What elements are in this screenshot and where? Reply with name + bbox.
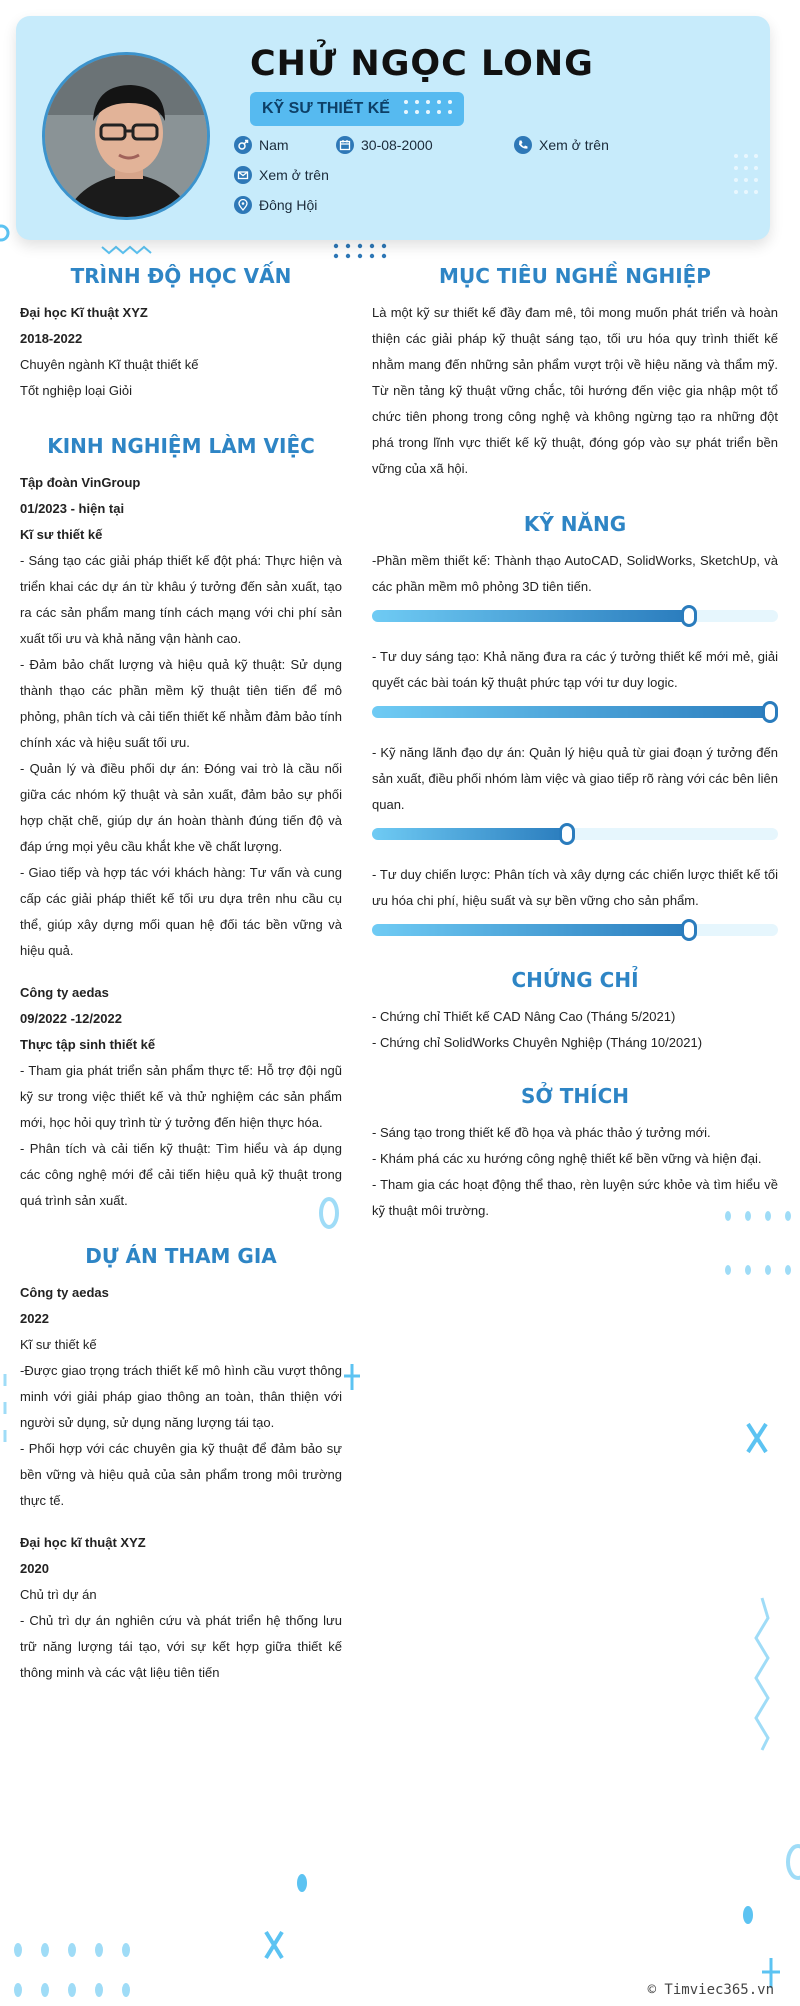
phone-value: Xem ở trên — [539, 137, 609, 153]
job-detail: - Quản lý và điều phối dự án: Đóng vai trò là cầu nối giữa các nhóm kỹ thuật và sản xuất, đảm bảo sự phối hợp chặt chẽ, giúp dự án hoàn thành đúng tiến độ và đáp ứng mọi yêu cầu khắt khe về chất lượng. — [20, 761, 342, 854]
hobby-item: - Khám phá các xu hướng công nghệ thiết kế bền vững và hiện đại. — [372, 1151, 762, 1166]
education-school: Đại học Kĩ thuật XYZ — [20, 305, 148, 320]
gender-value: Nam — [259, 137, 289, 153]
project-item — [20, 1280, 342, 1514]
email-value: Xem ở trên — [259, 167, 329, 183]
objective-title: MỤC TIÊU NGHỀ NGHIỆP — [439, 264, 711, 288]
education-grade: Tốt nghiệp loại Giỏi — [20, 383, 133, 398]
address-value: Đông Hội — [259, 197, 318, 213]
job-title: KỸ SƯ THIẾT KẾ — [262, 100, 390, 117]
email-info — [234, 166, 329, 184]
certificates-section — [372, 968, 778, 1056]
header-card — [16, 16, 770, 240]
skills-title: KỸ NĂNG — [523, 512, 627, 536]
left-column — [20, 264, 342, 1686]
skills-section — [372, 512, 778, 936]
phone-info — [514, 136, 609, 154]
hobby-item: - Tham gia các hoạt động thể thao, rèn luyện sức khỏe và tìm hiểu về kỹ thuật môi trường. — [372, 1177, 778, 1218]
location-pin-icon — [234, 196, 252, 214]
decor-zigzag-vertical — [752, 1596, 772, 1752]
certificates-title: CHỨNG CHỈ — [511, 968, 639, 992]
full-name: CHỬ NGỌC LONG — [250, 44, 594, 84]
skill-text: - Kỹ năng lãnh đạo dự án: Quản lý hiệu quả từ giai đoạn ý tưởng đến sản xuất, điều phối nhóm làm việc và giao tiếp rõ ràng với các bên liên quan. — [372, 745, 778, 812]
skill-bar — [372, 706, 778, 718]
decor-dots-bottom — [10, 1940, 150, 2004]
skill-item — [372, 862, 778, 936]
education-title: TRÌNH ĐỘ HỌC VẤN — [70, 264, 292, 288]
certificate-item: - Chứng chỉ Thiết kế CAD Nâng Cao (Tháng 5/2021) — [372, 1009, 676, 1024]
skill-bar-fill — [372, 828, 567, 840]
job-company: Công ty aedas — [20, 985, 109, 1000]
decor-ring-right — [782, 1842, 800, 1882]
skill-bar-knob — [681, 919, 697, 941]
education-section — [20, 264, 342, 404]
right-column — [372, 264, 778, 1224]
skill-text: - Tư duy sáng tạo: Khả năng đưa ra các ý tưởng thiết kế mới mẻ, giải quyết các bài toán kỹ thuật phức tạp với tư duy logic. — [372, 649, 778, 690]
education-major: Chuyên ngành Kĩ thuật thiết kế — [20, 357, 199, 372]
header-dots-decor — [732, 152, 762, 202]
decor-oval-bottom — [294, 1870, 310, 1896]
project-detail: - Chủ trì dự án nghiên cứu và phát triển hệ thống lưu trữ năng lượng tái tạo, với sự kết hợp giữa thiết kế thông minh và các vật liệu tiên tiến — [20, 1613, 342, 1680]
gender-icon — [234, 136, 252, 154]
decor-oval-bottom-right — [740, 1902, 756, 1928]
skill-bar-knob — [559, 823, 575, 845]
job-detail: - Phân tích và cải tiến kỹ thuật: Tìm hiểu và áp dụng các công nghệ mới để cải tiến hiệu quả kỹ thuật trong quá trình sản xuất. — [20, 1141, 342, 1208]
project-org: Đại học kĩ thuật XYZ — [20, 1535, 146, 1550]
skill-bar-fill — [372, 924, 689, 936]
address-info — [234, 196, 317, 214]
objective-text: Là một kỹ sư thiết kế đầy đam mê, tôi mong muốn phát triển và hoàn thiện các giải pháp kỹ thuật sáng tạo, tối ưu hóa quy trình thiết kế nhằm mang đến những sản phẩm vượt trội về hiệu năng và thẩm mỹ. Từ nền tảng kỹ thuật vững chắc, tôi hướng đến việc gia nhập một tổ chức tiên phong trong công nghệ và không ngừng tạo ra những đột phá trong lĩnh vực thiết kế kỹ thuật, đóng góp vào sự phát triển bền vững của xã hội. — [372, 305, 778, 476]
skill-item — [372, 644, 778, 718]
decor-x-bottom — [262, 1928, 286, 1962]
skill-bar-fill — [372, 610, 689, 622]
job-role: Thực tập sinh thiết kế — [20, 1037, 156, 1052]
experience-job — [20, 470, 342, 964]
skill-bar-fill — [372, 706, 778, 718]
watermark: © Timviec365.vn — [647, 1982, 774, 1998]
job-detail: - Tham gia phát triển sản phẩm thực tế: Hỗ trợ đội ngũ kỹ sư trong việc thiết kế và thử nghiệm các sản phẩm mới, học hỏi quy trình từ ý tưởng đến hiện thực hóa. — [20, 1063, 342, 1130]
skill-text: -Phần mềm thiết kế: Thành thạo AutoCAD, SolidWorks, SketchUp, và các phần mềm mô phỏng 3D tiên tiến. — [372, 553, 778, 594]
project-year: 2020 — [20, 1561, 49, 1576]
job-role: Kĩ sư thiết kế — [20, 527, 103, 542]
skill-item — [372, 548, 778, 622]
decor-x-right — [744, 1420, 770, 1456]
job-title-badge — [250, 92, 464, 126]
skill-bar — [372, 924, 778, 936]
skill-bar-knob — [762, 701, 778, 723]
phone-icon — [514, 136, 532, 154]
projects-section — [20, 1244, 342, 1686]
skill-text: - Tư duy chiến lược: Phân tích và xây dựng các chiến lược thiết kế tối ưu hóa chi phí, hiệu suất và sự bền vững cho sản phẩm. — [372, 867, 778, 908]
hobbies-section — [372, 1084, 778, 1224]
skill-bar — [372, 610, 778, 622]
project-org: Công ty aedas — [20, 1285, 109, 1300]
project-detail: -Được giao trọng trách thiết kế mô hình cầu vượt thông minh với giải pháp giao thông an toàn, thân thiện với người sử dụng, sử dụng năng lượng tái tạo. — [20, 1363, 342, 1430]
birthdate-value: 30-08-2000 — [361, 137, 433, 153]
project-role: Kĩ sư thiết kế — [20, 1337, 97, 1352]
email-icon — [234, 166, 252, 184]
objective-section — [372, 264, 778, 482]
job-detail: - Sáng tạo các giải pháp thiết kế đột phá: Thực hiện và triển khai các dự án từ khâu ý tưởng đến sản xuất, tạo ra các sản phẩm mang tính cách mạng với chi phí sản xuất tối ưu và khả năng vận hành cao. — [20, 553, 342, 646]
profile-photo — [42, 52, 210, 220]
job-period: 09/2022 -12/2022 — [20, 1011, 122, 1026]
experience-title: KINH NGHIỆM LÀM VIỆC — [47, 434, 315, 458]
job-detail: - Giao tiếp và hợp tác với khách hàng: Tư vấn và cung cấp các giải pháp thiết kế tối ưu dựa trên nhu cầu cụ thể, giúp xây dựng mối quan hệ đối tác bền vững và hiệu quả. — [20, 865, 342, 958]
decor-plus-left — [342, 1362, 362, 1392]
hobby-item: - Sáng tạo trong thiết kế đồ họa và phác thảo ý tưởng mới. — [372, 1125, 711, 1140]
project-year: 2022 — [20, 1311, 49, 1326]
skill-bar-knob — [681, 605, 697, 627]
gender-info — [234, 136, 289, 154]
projects-title: DỰ ÁN THAM GIA — [85, 1244, 277, 1268]
badge-dots-decor — [402, 98, 456, 120]
experience-section — [20, 434, 342, 1214]
education-period: 2018-2022 — [20, 331, 83, 346]
hobbies-title: SỞ THÍCH — [520, 1084, 630, 1108]
experience-job — [20, 980, 342, 1214]
decor-zigzag — [100, 244, 156, 256]
skill-item — [372, 740, 778, 840]
birthdate-info — [336, 136, 433, 154]
decor-bars-left — [0, 1372, 10, 1452]
decor-ring-left — [0, 222, 12, 244]
skill-bar — [372, 828, 778, 840]
job-company: Tập đoàn VinGroup — [20, 475, 141, 490]
project-item — [20, 1530, 342, 1686]
project-role: Chủ trì dự án — [20, 1587, 97, 1602]
project-detail: - Phối hợp với các chuyên gia kỹ thuật để đảm bảo sự bền vững và hiệu quả của sản phẩm trong môi trường thực tế. — [20, 1441, 342, 1508]
job-detail: - Đảm bảo chất lượng và hiệu quả kỹ thuật: Sử dụng thành thạo các phần mềm kỹ thuật tiên tiến để mô phỏng, phân tích và cải tiến thiết kế nhằm đảm bảo tính chính xác và hiệu suất tối ưu. — [20, 657, 342, 750]
calendar-icon — [336, 136, 354, 154]
job-period: 01/2023 - hiện tại — [20, 501, 125, 516]
certificate-item: - Chứng chỉ SolidWorks Chuyên Nghiệp (Tháng 10/2021) — [372, 1035, 703, 1050]
